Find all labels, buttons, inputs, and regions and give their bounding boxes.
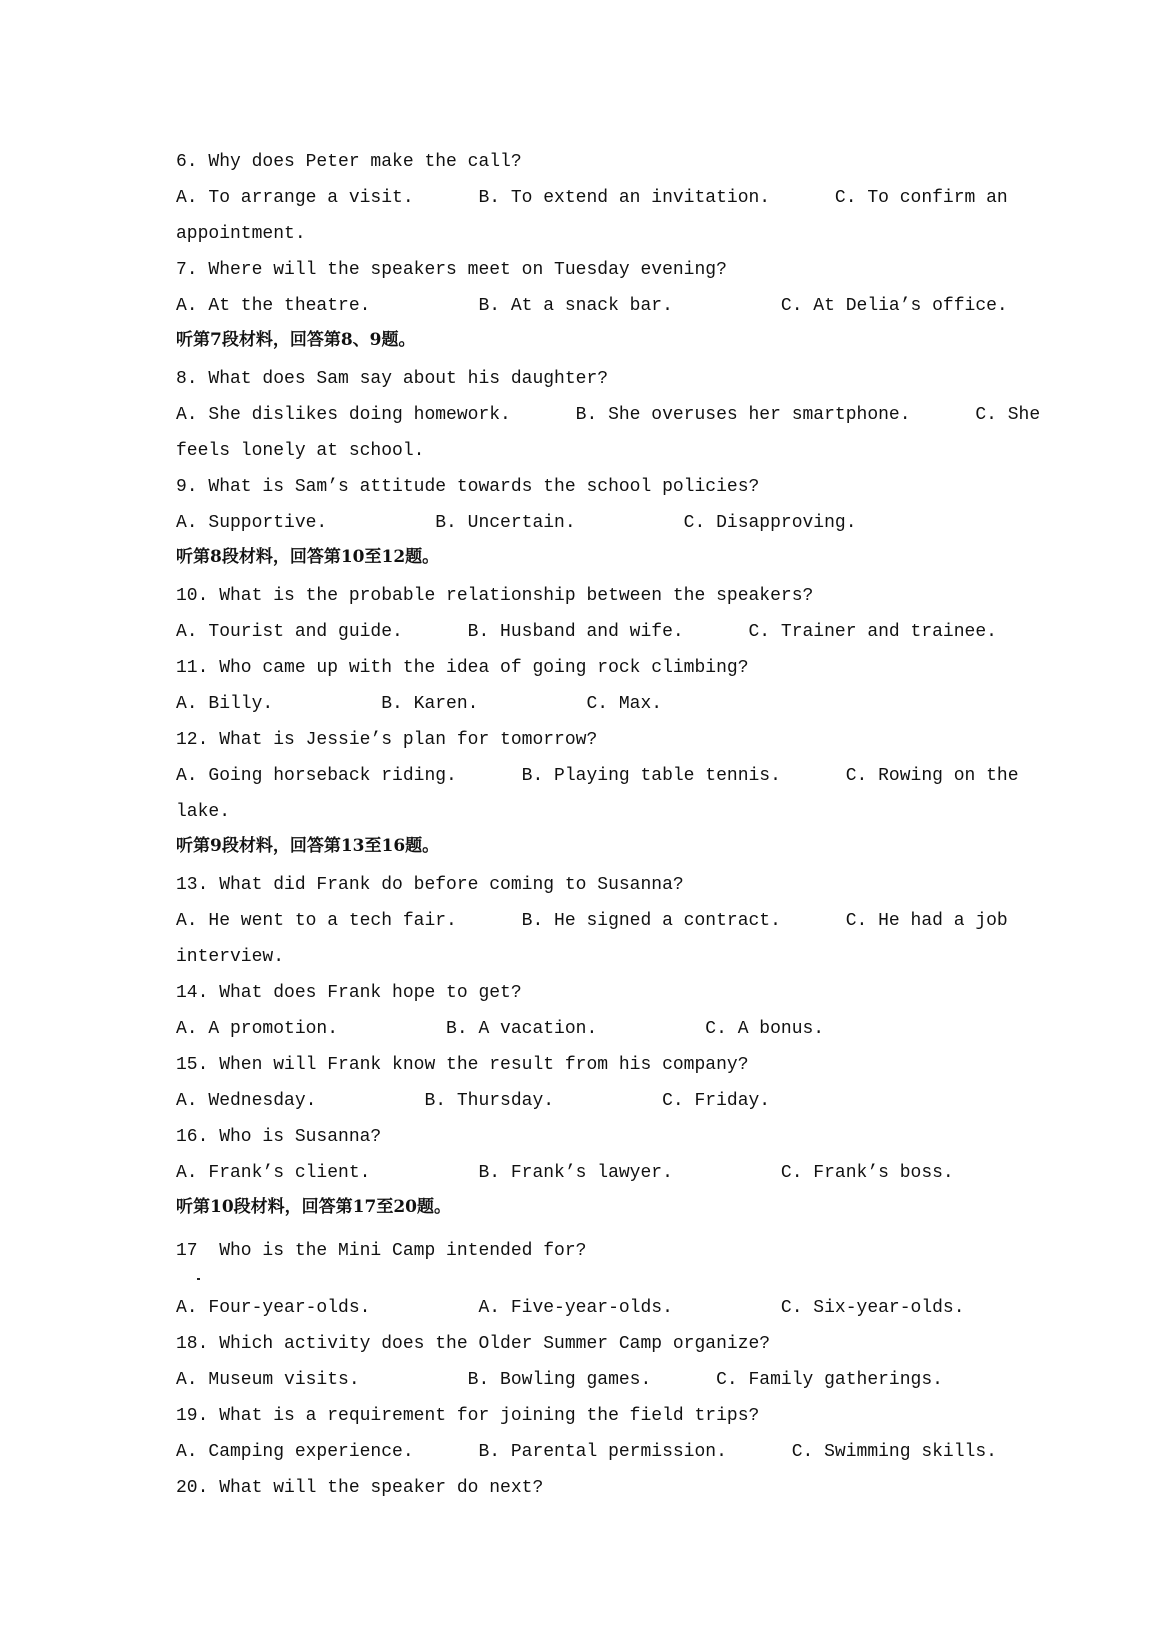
options-15: A. Wednesday. B. Thursday. C. Friday. bbox=[176, 1091, 771, 1111]
options-6: A. To arrange a visit. B. To extend an invitation. C. To confirm an bbox=[176, 188, 1008, 208]
question-9: 9. What is Sam’s attitude towards the school policies? bbox=[176, 477, 760, 497]
section-heading-9: 听第9段材料，回答第13至16题。 bbox=[176, 836, 440, 856]
question-18: 18. Which activity does the Older Summer Camp organize? bbox=[176, 1334, 771, 1354]
options-13: A. He went to a tech fair. B. He signed a contract. C. He had a job bbox=[176, 911, 1008, 931]
question-13: 13. What did Frank do before coming to Susanna? bbox=[176, 875, 684, 895]
section-heading-10: 听第10段材料，回答第17至20题。 bbox=[176, 1197, 451, 1217]
options-18: A. Museum visits. B. Bowling games. C. Family gatherings. bbox=[176, 1370, 943, 1390]
options-8-cont: feels lonely at school. bbox=[176, 441, 425, 461]
options-7: A. At the theatre. B. At a snack bar. C. At Delia’s office. bbox=[176, 296, 1008, 316]
question-15: 15. When will Frank know the result from his company? bbox=[176, 1055, 749, 1075]
options-19: A. Camping experience. B. Parental permission. C. Swimming skills. bbox=[176, 1442, 997, 1462]
question-12: 12. What is Jessie’s plan for tomorrow? bbox=[176, 730, 598, 750]
options-9: A. Supportive. B. Uncertain. C. Disapproving. bbox=[176, 513, 857, 533]
question-14: 14. What does Frank hope to get? bbox=[176, 983, 522, 1003]
options-13-cont: interview. bbox=[176, 947, 285, 967]
options-8: A. She dislikes doing homework. B. She overuses her smartphone. C. She bbox=[176, 405, 1041, 425]
options-16: A. Frank’s client. B. Frank’s lawyer. C. Frank’s boss. bbox=[176, 1163, 954, 1183]
question-7: 7. Where will the speakers meet on Tuesday evening? bbox=[176, 260, 727, 280]
question-16: 16. Who is Susanna? bbox=[176, 1127, 382, 1147]
question-20: 20. What will the speaker do next? bbox=[176, 1478, 544, 1498]
question-17: 17 Who is the Mini Camp intended for? bbox=[176, 1241, 587, 1261]
options-14: A. A promotion. B. A vacation. C. A bonus. bbox=[176, 1019, 825, 1039]
options-10: A. Tourist and guide. B. Husband and wife. C. Trainer and trainee. bbox=[176, 622, 997, 642]
question-19: 19. What is a requirement for joining the field trips? bbox=[176, 1406, 760, 1426]
section-heading-8: 听第8段材料，回答第10至12题。 bbox=[176, 547, 440, 567]
question-11: 11. Who came up with the idea of going rock climbing? bbox=[176, 658, 749, 678]
question-6: 6. Why does Peter make the call? bbox=[176, 152, 522, 172]
options-6-cont: appointment. bbox=[176, 224, 306, 244]
options-17: A. Four-year-olds. A. Five-year-olds. C. Six-year-olds. bbox=[176, 1298, 965, 1318]
question-8: 8. What does Sam say about his daughter? bbox=[176, 369, 609, 389]
options-12-cont: lake. bbox=[176, 802, 231, 822]
options-12: A. Going horseback riding. B. Playing table tennis. C. Rowing on the bbox=[176, 766, 1019, 786]
section-heading-7: 听第7段材料，回答第8、9题。 bbox=[176, 330, 416, 350]
stray-mark bbox=[197, 1278, 200, 1280]
question-10: 10. What is the probable relationship between the speakers? bbox=[176, 586, 814, 606]
options-11: A. Billy. B. Karen. C. Max. bbox=[176, 694, 663, 714]
